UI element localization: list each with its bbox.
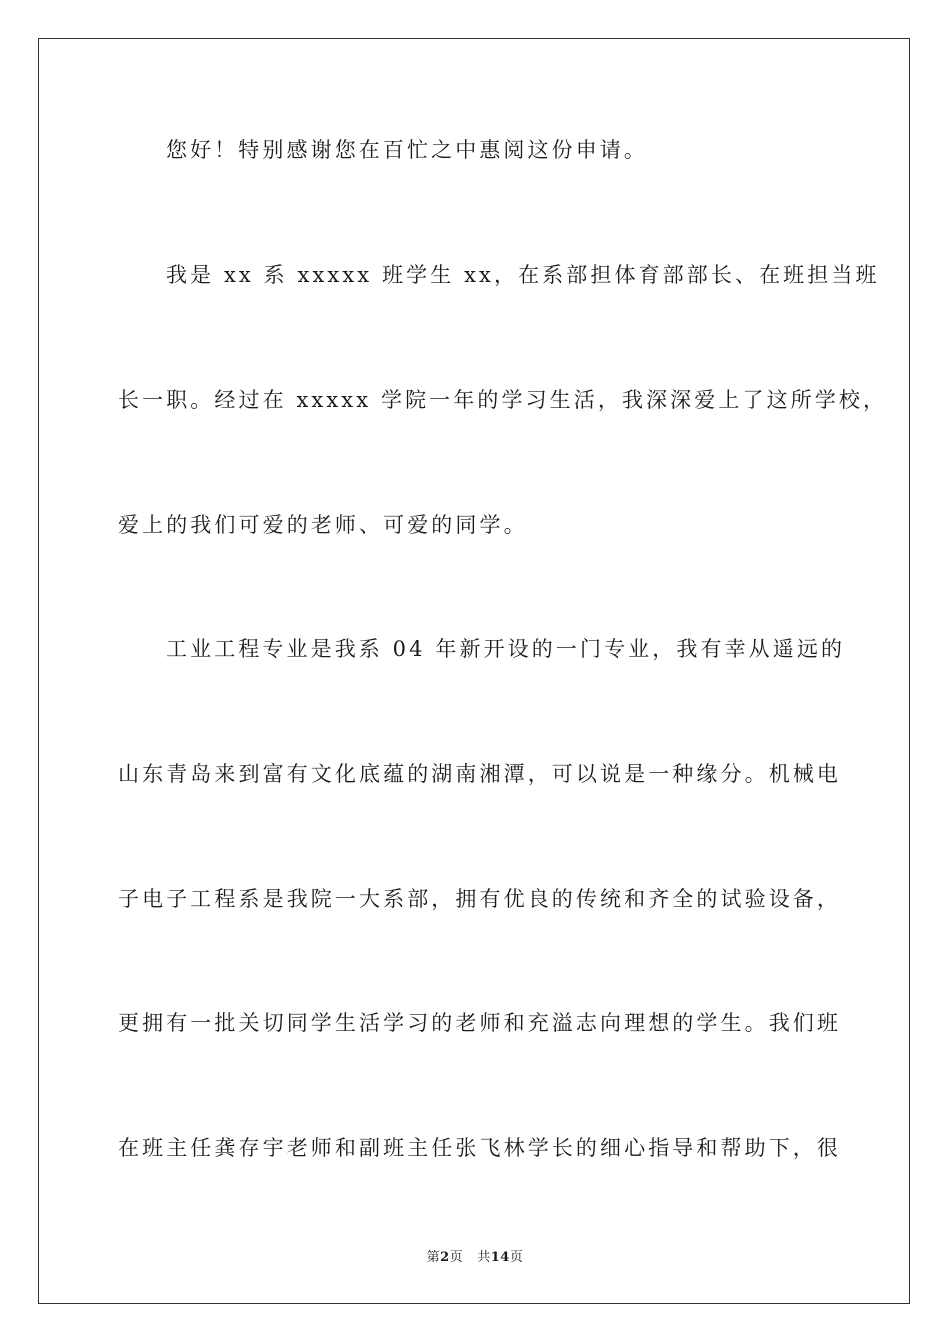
paragraph-line-9: 在班主任龚存宇老师和副班主任张飞林学长的细心指导和帮助下，很 [118, 1136, 841, 1160]
paragraph-line-1: 您好！特别感谢您在百忙之中惠阅这份申请。 [166, 138, 648, 162]
total-suffix: 页 [509, 1250, 524, 1265]
page-prefix: 第 [426, 1250, 441, 1265]
page-number: 2 [440, 1250, 450, 1265]
paragraph-line-8: 更拥有一批关切同学生活学习的老师和充溢志向理想的学生。我们班 [118, 1011, 841, 1035]
page-suffix: 页 [449, 1250, 464, 1265]
total-pages: 14 [490, 1250, 510, 1265]
paragraph-line-7: 子电子工程系是我院一大系部，拥有优良的传统和齐全的试验设备， [118, 887, 841, 911]
paragraph-line-5: 工业工程专业是我系 04 年新开设的一门专业，我有幸从遥远的 [166, 637, 846, 661]
paragraph-line-6: 山东青岛来到富有文化底蕴的湖南湘潭，可以说是一种缘分。机械电 [118, 762, 841, 786]
page-footer [0, 1246, 950, 1265]
paragraph-line-4: 爱上的我们可爱的老师、可爱的同学。 [118, 513, 528, 537]
paragraph-line-2: 我是 xx 系 xxxxx 班学生 xx，在系部担体育部部长、在班担当班 [166, 263, 880, 287]
page-border [38, 38, 910, 1304]
total-prefix: 共 [477, 1250, 491, 1265]
paragraph-line-3: 长一职。经过在 xxxxx 学院一年的学习生活，我深深爱上了这所学校， [118, 388, 888, 412]
